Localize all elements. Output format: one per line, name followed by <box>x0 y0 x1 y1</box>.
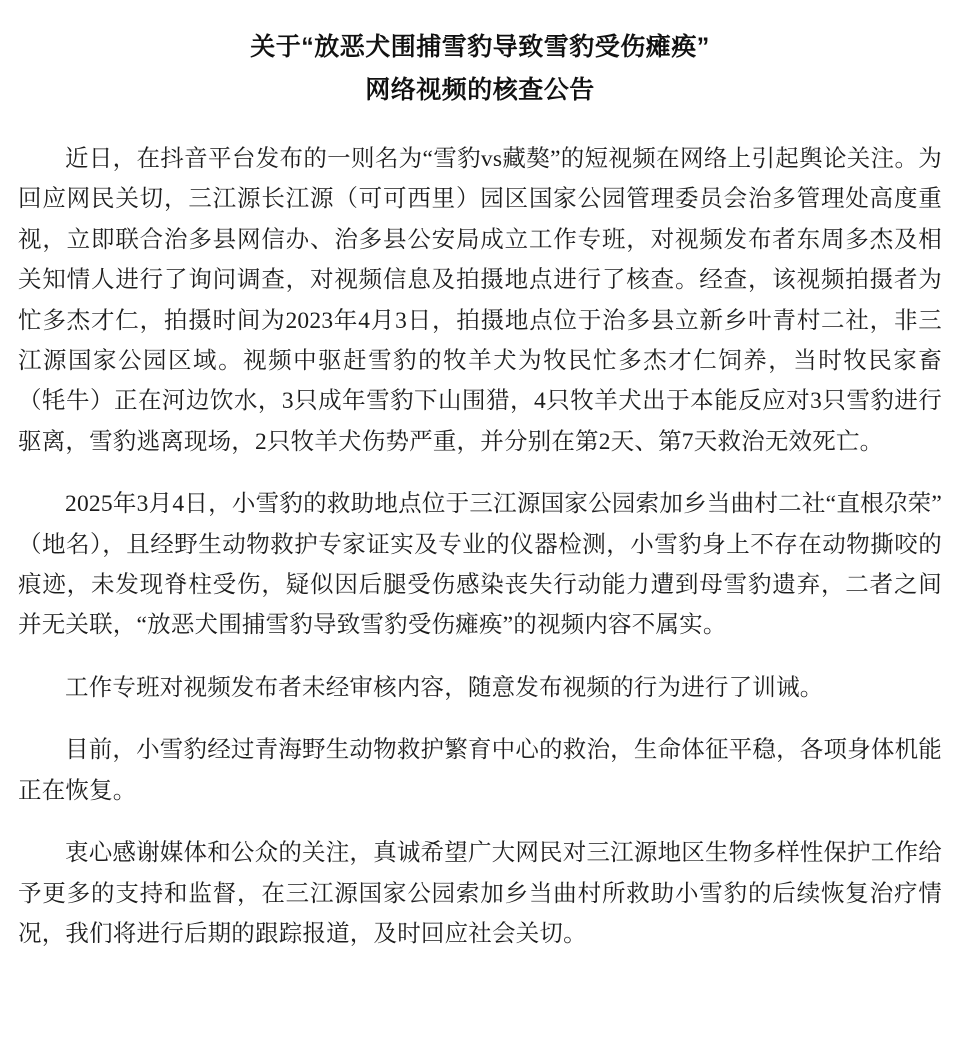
title-line-1: 关于“放恶犬围捕雪豹导致雪豹受伤瘫痪” <box>250 33 710 61</box>
paragraph-2: 2025年3月4日，小雪豹的救助地点位于三江源国家公园索加乡当曲村二社“直根尕荣”（地名），且经野生动物救护专家证实及专业的仪器检测，小雪豹身上不存在动物撕咬的痕迹，未发现脊柱受伤，疑似因后腿受伤感染丧失行动能力遭到母雪豹遗弃，二者之间并无关联，“放恶犬围捕雪豹导致雪豹受伤瘫痪”的视频内容不属实。 <box>18 491 942 639</box>
document-title <box>18 26 942 111</box>
paragraph-1: 近日，在抖音平台发布的一则名为“雪豹vs藏獒”的短视频在网络上引起舆论关注。为回应网民关切，三江源长江源（可可西里）园区国家公园管理委员会治多管理处高度重视，立即联合治多县网信办、治多县公安局成立工作专班，对视频发布者东周多杰及相关知情人进行了询问调查，对视频信息及拍摄地点进行了核查。经查，该视频拍摄者为忙多杰才仁，拍摄时间为2023年4月3日，拍摄地点位于治多县立新乡叶青村二社，非三江源国家公园区域。视频中驱赶雪豹的牧羊犬为牧民忙多杰才仁饲养，当时牧民家畜（牦牛）正在河边饮水，3只成年雪豹下山围猎，4只牧羊犬出于本能反应对3只雪豹进行驱离，雪豹逃离现场，2只牧羊犬伤势严重，并分别在第2天、第7天救治无效死亡。 <box>18 146 942 455</box>
paragraph-3: 工作专班对视频发布者未经审核内容，随意发布视频的行为进行了训诫。 <box>65 674 824 701</box>
document-body <box>18 139 942 954</box>
paragraph-5: 衷心感谢媒体和公众的关注，真诚希望广大网民对三江源地区生物多样性保护工作给予更多的支持和监督，在三江源国家公园索加乡当曲村所救助小雪豹的后续恢复治疗情况，我们将进行后期的跟踪报道，及时回应社会关切。 <box>18 840 942 947</box>
paragraph-4: 目前，小雪豹经过青海野生动物救护繁育中心的救治，生命体征平稳，各项身体机能正在恢复。 <box>18 737 942 804</box>
title-line-2: 网络视频的核查公告 <box>365 75 595 104</box>
